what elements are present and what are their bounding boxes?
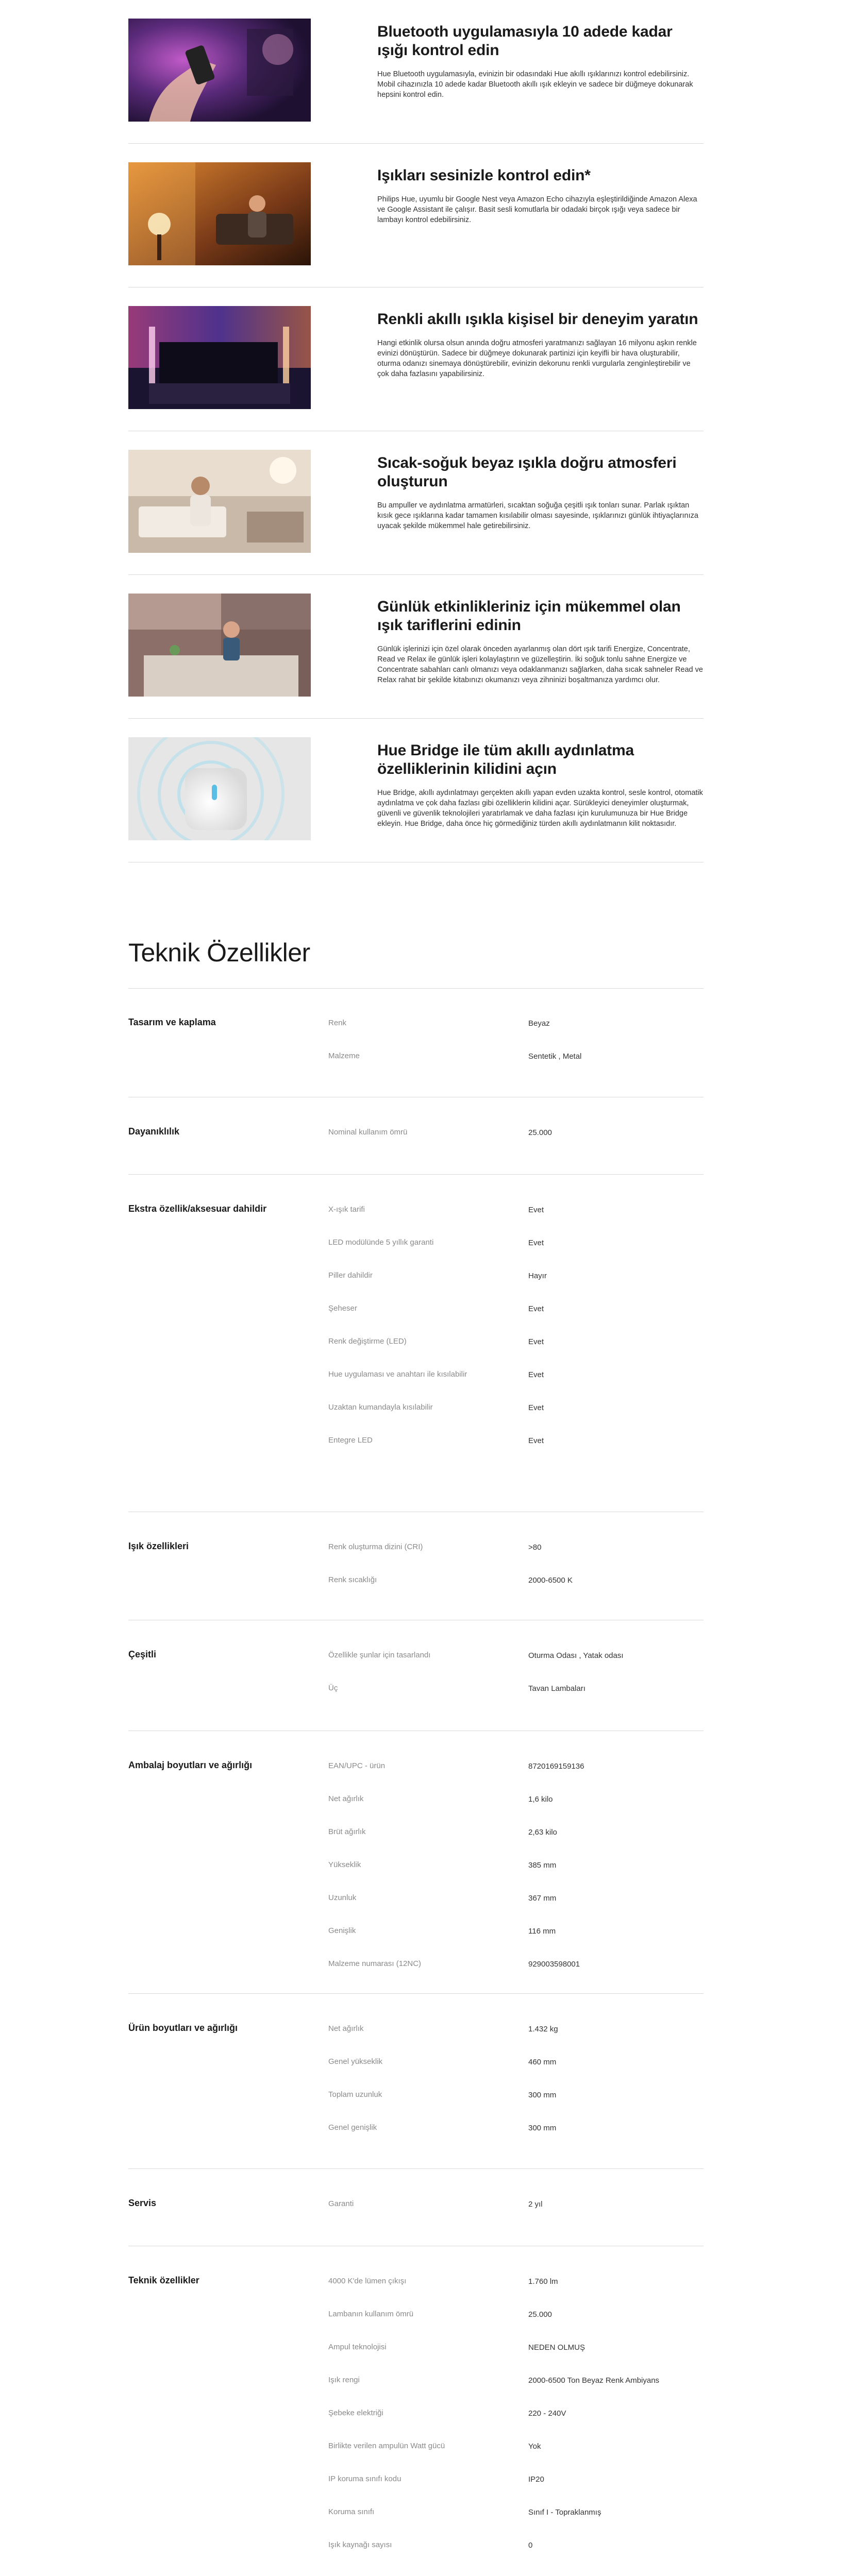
spec-row xyxy=(328,2408,704,2441)
spec-value-wrap xyxy=(528,1205,704,1215)
feature-description: Hue Bridge, akıllı aydınlatmayı gerçekten akıllı yapan evden uzakta kontrol, sesle kontrol, otomatik aydınlatma ve çok daha fazlası gibi özelliklerin kilidini açar. Sürükleyici deneyimler oluşturmak, güvenli ve güvenlik teknolojileri yaratırlamak ve daha fazlası için kurulumunuza bir Hue Bridge ekleyin. Hue Bridge, daha önce hiç görmediğiniz türden akıllı aydınlatmanın kilit noktasıdır. xyxy=(377,789,703,828)
spec-key: Renk oluşturma dizini (CRI) xyxy=(328,1543,423,1551)
spec-value-wrap xyxy=(528,1926,704,1937)
spec-key: X-ışık tarifi xyxy=(328,1205,365,1214)
spec-value-wrap xyxy=(528,1127,704,1138)
spec-key: Renk xyxy=(328,1019,347,1027)
spec-value: Evet xyxy=(528,1304,544,1313)
spec-row xyxy=(328,2474,704,2507)
spec-key: EAN/UPC - ürün xyxy=(328,1761,386,1770)
spec-group-title: Teknik özellikler xyxy=(128,2275,199,2285)
spec-key: Yükseklik xyxy=(328,1860,361,1869)
feature-list xyxy=(128,0,704,891)
spec-key: Renk sıcaklığı xyxy=(328,1575,377,1584)
spec-row xyxy=(328,2276,704,2309)
spec-group-title: Çeşitli xyxy=(128,1649,157,1659)
spec-value: Evet xyxy=(528,1436,544,1445)
spec-value-wrap xyxy=(528,2123,704,2133)
spec-key: Garanti xyxy=(328,2199,354,2208)
spec-row xyxy=(328,2309,704,2342)
spec-group xyxy=(128,1620,704,1731)
feature-description: Hue Bluetooth uygulamasıyla, evinizin bir odasındaki Hue akıllı ışıklarınızı kontrol edebilirsiniz. Mobil cihazınızla 10 adede kadar Bluetooth akıllı ışık ekleyin ve sadece bir düğmeye dokunarak hepsini kontrol edin. xyxy=(377,70,693,99)
spec-group-title: Servis xyxy=(128,2198,157,2208)
spec-value: Sentetik , Metal xyxy=(528,1052,582,1061)
spec-rows xyxy=(328,1761,704,1992)
spec-row xyxy=(328,1127,704,1160)
spec-group-title: Dayanıklılık xyxy=(128,1126,180,1137)
spec-key: Koruma sınıfı xyxy=(328,2507,375,2516)
spec-group-title: Ekstra özellik/aksesuar dahildir xyxy=(128,1204,267,1214)
feature-text xyxy=(377,23,704,100)
spec-value-wrap xyxy=(528,1303,704,1314)
spec-value-wrap xyxy=(528,1650,704,1661)
feature-description: Bu ampuller ve aydınlatma armatürleri, sıcaktan soğuğa çeşitli ışık tonları sunar. Parlak ışıktan kısık gece ışıklarına kadar tamamen kısılabilir olması sayesinde, ışıklarınızı günlük ihtiyaçlarınıza uyacak şekilde mükemmel hale getirebilirsiniz. xyxy=(377,501,698,530)
voice-control-living-room-photo xyxy=(128,162,311,265)
spec-key: Genel yükseklik xyxy=(328,2057,383,2066)
feature-title: Bluetooth uygulamasıyla 10 adede kadar ışığı kontrol edin xyxy=(377,23,673,59)
spec-value: 2000-6500 K xyxy=(528,1576,573,1585)
spec-key: Malzeme xyxy=(328,1052,360,1060)
spec-rows xyxy=(328,2024,704,2156)
spec-row xyxy=(328,1051,704,1084)
spec-value: 2000-6500 Ton Beyaz Renk Ambiyans xyxy=(528,2376,660,2385)
spec-group-title: Işık özellikleri xyxy=(128,1541,189,1551)
spec-row xyxy=(328,2540,704,2573)
spec-value-wrap xyxy=(528,2309,704,2320)
spec-value-wrap xyxy=(528,1270,704,1281)
feature-item xyxy=(128,431,704,575)
spec-value: 2,63 kilo xyxy=(528,1828,557,1837)
spec-row xyxy=(328,1575,704,1608)
spec-key: Hue uygulaması ve anahtarı ile kısılabilir xyxy=(328,1370,467,1379)
spec-value-wrap xyxy=(528,2199,704,2210)
spec-key: LED modülünde 5 yıllık garanti xyxy=(328,1238,434,1247)
feature-item xyxy=(128,719,704,862)
spec-key: Özellikle şunlar için tasarlandı xyxy=(328,1651,431,1659)
spec-value-wrap xyxy=(528,1018,704,1029)
spec-row xyxy=(328,1336,704,1369)
spec-value: Evet xyxy=(528,1403,544,1412)
spec-value: 300 mm xyxy=(528,2091,557,2099)
spec-group xyxy=(128,1097,704,1175)
spec-row xyxy=(328,2507,704,2540)
spec-key: Entegre LED xyxy=(328,1436,373,1445)
spec-group xyxy=(128,988,704,1097)
spec-value: 25.000 xyxy=(528,2310,552,2319)
spec-value: Evet xyxy=(528,1337,544,1346)
smart-phone-lights-photo xyxy=(128,19,311,122)
spec-value: 220 - 240V xyxy=(528,2409,566,2418)
spec-value: 2 yıl xyxy=(528,2200,543,2209)
tech-specs-title: Teknik Özellikler xyxy=(128,938,310,967)
spec-row xyxy=(328,1860,704,1893)
colorful-room-photo xyxy=(128,306,311,409)
spec-row xyxy=(328,1761,704,1794)
spec-row xyxy=(328,1270,704,1303)
spec-row xyxy=(328,2441,704,2474)
spec-key: Işık kaynağı sayısı xyxy=(328,2540,392,2549)
spec-value: Hayır xyxy=(528,1272,547,1280)
spec-value-wrap xyxy=(528,2342,704,2353)
spec-group xyxy=(128,2169,704,2246)
spec-value-wrap xyxy=(528,1238,704,1248)
spec-value-wrap xyxy=(528,1369,704,1380)
spec-value-wrap xyxy=(528,1402,704,1413)
spec-row xyxy=(328,1018,704,1051)
spec-value: 460 mm xyxy=(528,2058,557,2066)
spec-key: Şebeke elektriği xyxy=(328,2409,383,2417)
spec-key: Nominal kullanım ömrü xyxy=(328,1128,408,1137)
spec-rows xyxy=(328,2199,704,2232)
spec-row xyxy=(328,2090,704,2123)
spec-value: Evet xyxy=(528,1370,544,1379)
spec-value-wrap xyxy=(528,2540,704,2551)
spec-row xyxy=(328,1926,704,1959)
spec-row xyxy=(328,1650,704,1683)
spec-value-wrap xyxy=(528,2375,704,2386)
spec-row xyxy=(328,2375,704,2408)
spec-value: >80 xyxy=(528,1543,542,1552)
spec-value: 25.000 xyxy=(528,1128,552,1137)
feature-description: Günlük işlerinizi için özel olarak önceden ayarlanmış olan dört ışık tarifi Energize, Concentrate, Read ve Relax ile günlük işleri kolaylaştırın ve güzelleştirin. İki soğuk tonlu sahne Energize ve Concentrate sabahları canlı olmanızı veya odaklanmanızı sağlarken, daha sıcak sahneler Read ve Relax rahat bir şekilde kitabınızı okumanızı veya zihninizi boşaltmanıza yardımcı olur. xyxy=(377,645,703,684)
spec-group xyxy=(128,2246,704,2576)
spec-key: Net ağırlık xyxy=(328,2024,364,2033)
feature-title: Renkli akıllı ışıkla kişisel bir deneyim yaratın xyxy=(377,311,698,328)
spec-value: IP20 xyxy=(528,2475,544,2484)
spec-value-wrap xyxy=(528,2057,704,2067)
spec-row xyxy=(328,1827,704,1860)
spec-value-wrap xyxy=(528,1827,704,1838)
spec-key: Şeheser xyxy=(328,1304,357,1313)
spec-row xyxy=(328,2024,704,2057)
spec-key: Uzaktan kumandayla kısılabilir xyxy=(328,1403,433,1412)
spec-value: Evet xyxy=(528,1239,544,1247)
spec-value-wrap xyxy=(528,1542,704,1553)
spec-row xyxy=(328,2123,704,2156)
spec-key: Toplam uzunluk xyxy=(328,2090,382,2099)
feature-description: Hangi etkinlik olursa olsun anında doğru atmosferi yaratmanızı sağlayan 16 milyonu aşkın renkle evinizi dönüştürün. Sadece bir düğmeye dokunarak partinizi için keyifli bir hava oluşturabilir, oturma odanızı sinemaya dönüştürebilir, evinizin dekorunu renkli vurgularla zenginleştirebilir ve çok daha fazlasını yapabilirsiniz. xyxy=(377,339,697,378)
spec-value-wrap xyxy=(528,1794,704,1805)
feature-text xyxy=(377,454,704,531)
feature-text xyxy=(377,741,704,829)
spec-rows xyxy=(328,1127,704,1160)
spec-value: 929003598001 xyxy=(528,1960,580,1969)
spec-key: 4000 K'de lümen çıkışı xyxy=(328,2277,407,2285)
white-ambiance-living-room-photo xyxy=(128,450,311,553)
spec-key: Renk değiştirme (LED) xyxy=(328,1337,407,1346)
feature-title: Işıkları sesinizle kontrol edin* xyxy=(377,167,591,184)
feature-item xyxy=(128,287,704,431)
spec-key: Ampul teknolojisi xyxy=(328,2343,387,2351)
spec-value: 0 xyxy=(528,2541,533,2550)
spec-value-wrap xyxy=(528,2507,704,2518)
spec-value: 1.760 lm xyxy=(528,2277,558,2286)
spec-row xyxy=(328,1402,704,1435)
spec-group xyxy=(128,1731,704,1994)
spec-value: Yok xyxy=(528,2442,541,2451)
spec-value-wrap xyxy=(528,1435,704,1446)
spec-key: Brüt ağırlık xyxy=(328,1827,366,1836)
spec-value-wrap xyxy=(528,1893,704,1904)
spec-row xyxy=(328,1303,704,1336)
spec-value: 385 mm xyxy=(528,1861,557,1870)
spec-value: 116 mm xyxy=(528,1927,556,1936)
spec-value: 367 mm xyxy=(528,1894,557,1903)
feature-text xyxy=(377,598,704,685)
feature-item xyxy=(128,0,704,144)
spec-rows xyxy=(328,2276,704,2573)
spec-row xyxy=(328,1959,704,1992)
spec-value: NEDEN OLMUŞ xyxy=(528,2343,586,2352)
spec-key: Genişlik xyxy=(328,1926,356,1935)
spec-value: Tavan Lambaları xyxy=(528,1684,586,1693)
feature-title: Günlük etkinlikleriniz için mükemmel olan ışık tariflerini edinin xyxy=(377,598,681,634)
spec-key: Malzeme numarası (12NC) xyxy=(328,1959,422,1968)
spec-value-wrap xyxy=(528,1051,704,1062)
spec-value-wrap xyxy=(528,1683,704,1694)
spec-value-wrap xyxy=(528,2408,704,2419)
spec-value: Oturma Odası , Yatak odası xyxy=(528,1651,624,1660)
spec-row xyxy=(328,1794,704,1827)
spec-row xyxy=(328,1435,704,1468)
spec-key: Işık rengi xyxy=(328,2376,360,2384)
spec-group-title: Ürün boyutları ve ağırlığı xyxy=(128,2023,238,2033)
spec-group xyxy=(128,1512,704,1620)
spec-group-title: Tasarım ve kaplama xyxy=(128,1017,216,1027)
hue-bridge-photo xyxy=(128,737,311,840)
feature-text xyxy=(377,310,704,379)
spec-group xyxy=(128,1175,704,1512)
spec-value-wrap xyxy=(528,2441,704,2452)
spec-value-wrap xyxy=(528,1575,704,1586)
spec-row xyxy=(328,2057,704,2090)
spec-rows xyxy=(328,1205,704,1468)
feature-title: Hue Bridge ile tüm akıllı aydınlatma özelliklerinin kilidini açın xyxy=(377,742,634,777)
feature-text xyxy=(377,166,704,225)
spec-key: Piller dahildir xyxy=(328,1271,373,1280)
spec-value: Evet xyxy=(528,1206,544,1214)
spec-key: Genel genişlik xyxy=(328,2123,377,2132)
spec-value-wrap xyxy=(528,2024,704,2035)
spec-row xyxy=(328,2199,704,2232)
spec-value-wrap xyxy=(528,1959,704,1970)
spec-row xyxy=(328,1542,704,1575)
spec-group-title: Ambalaj boyutları ve ağırlığı xyxy=(128,1760,253,1770)
spec-key: Uzunluk xyxy=(328,1893,357,1902)
spec-value-wrap xyxy=(528,1761,704,1772)
feature-item xyxy=(128,575,704,719)
spec-key: Üç xyxy=(328,1684,338,1692)
spec-row xyxy=(328,1238,704,1270)
spec-value: 1,6 kilo xyxy=(528,1795,553,1804)
spec-value: 1.432 kg xyxy=(528,2025,558,2033)
spec-key: Net ağırlık xyxy=(328,1794,364,1803)
spec-row xyxy=(328,1893,704,1926)
spec-value-wrap xyxy=(528,2090,704,2100)
spec-value-wrap xyxy=(528,1336,704,1347)
spec-row xyxy=(328,1683,704,1716)
spec-value: Beyaz xyxy=(528,1019,550,1028)
spec-row xyxy=(328,2342,704,2375)
spec-value-wrap xyxy=(528,1860,704,1871)
spec-rows xyxy=(328,1542,704,1608)
feature-item xyxy=(128,144,704,287)
spec-group xyxy=(128,1994,704,2169)
spec-value-wrap xyxy=(528,2474,704,2485)
kitchen-scene-photo xyxy=(128,594,311,697)
spec-rows xyxy=(328,1650,704,1716)
spec-key: Birlikte verilen ampulün Watt gücü xyxy=(328,2442,445,2450)
spec-value: 8720169159136 xyxy=(528,1762,584,1771)
spec-rows xyxy=(328,1018,704,1084)
spec-key: IP koruma sınıfı kodu xyxy=(328,2475,402,2483)
spec-row xyxy=(328,1205,704,1238)
feature-title: Sıcak-soğuk beyaz ışıkla doğru atmosferi oluşturun xyxy=(377,454,677,490)
spec-value: 300 mm xyxy=(528,2124,557,2132)
spec-value-wrap xyxy=(528,2276,704,2287)
spec-row xyxy=(328,1369,704,1402)
feature-description: Philips Hue, uyumlu bir Google Nest veya Amazon Echo cihazıyla eşleştirildiğinde Amazon Alexa ve Google Assistant ile çalışır. Basit sesli komutlarla bir odadaki birçok ışığı veya sadece bir lambayı kontrol edebilirsiniz. xyxy=(377,195,697,224)
spec-key: Lambanın kullanım ömrü xyxy=(328,2310,414,2318)
spec-value: Sınıf I - Topraklanmış xyxy=(528,2508,601,2517)
